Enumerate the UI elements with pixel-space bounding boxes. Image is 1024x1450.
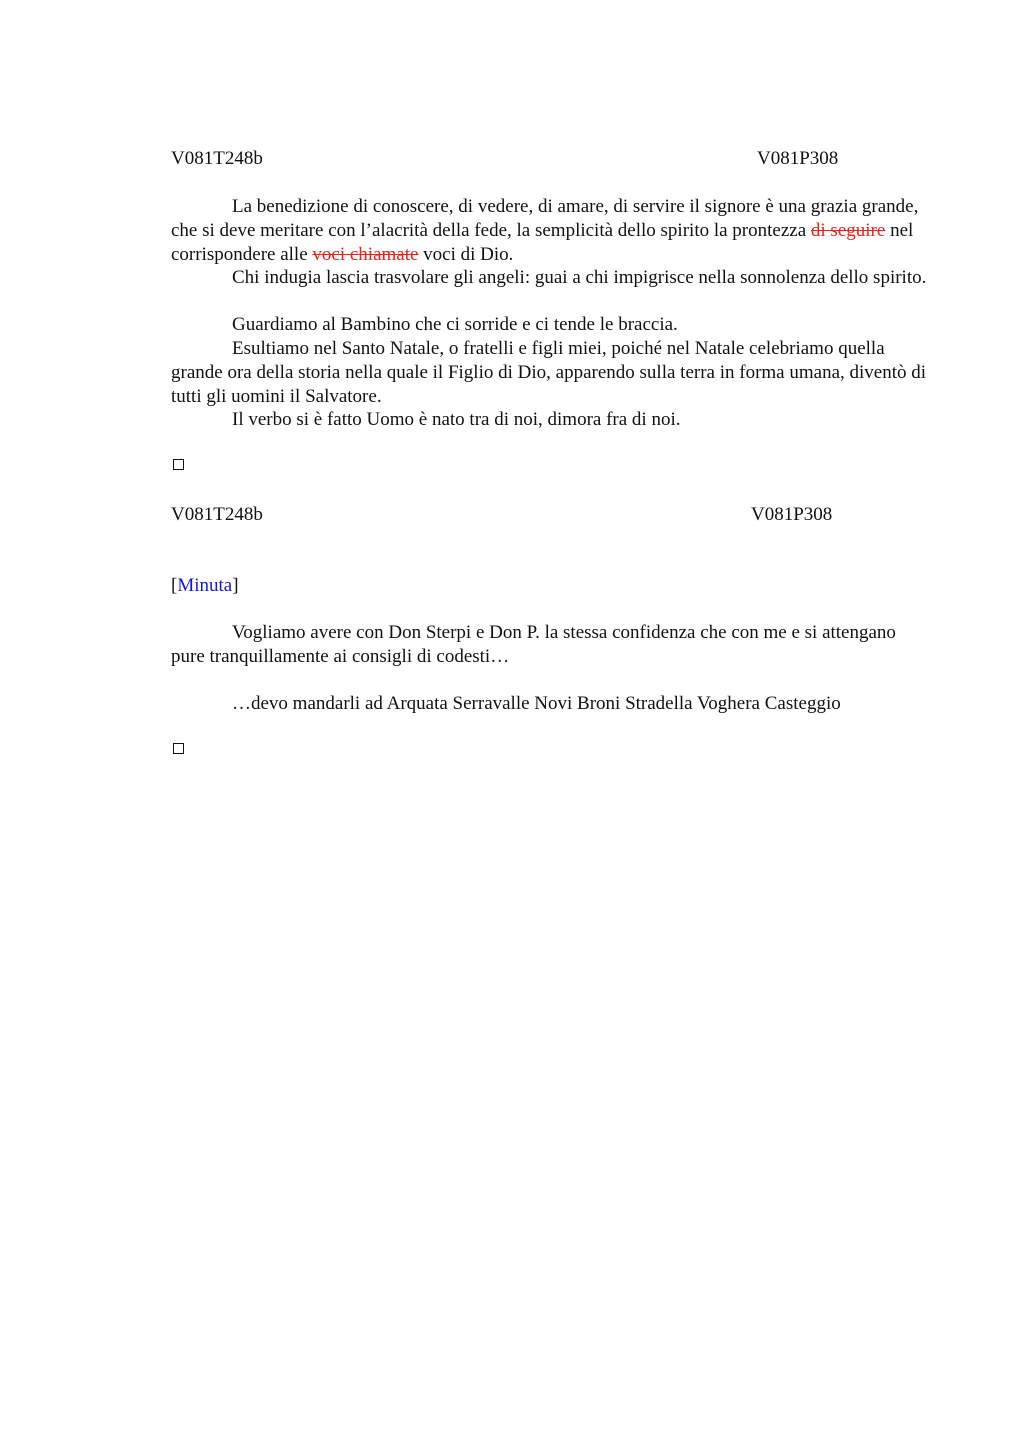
minuta-note [171, 574, 239, 598]
page-id-right-2: V081P308 [751, 504, 833, 525]
paragraph-natale: Esultiamo nel Santo Natale, o fratelli e figli miei, poiché nel Natale celebriamo quella grande ora della storia nella quale il Figlio di Dio, apparendo sulla terra in forma umana, diventò di tutti gli uomini il Salvatore. [171, 338, 927, 407]
paragraph-text: nel corrispondere alle [171, 220, 914, 265]
doc-id-left: V081T248b [171, 148, 263, 169]
bracket-open: [ [171, 575, 178, 596]
page-id-right: V081P308 [757, 148, 839, 169]
bracket-close: ] [232, 575, 239, 596]
paragraph-confidenza: Vogliamo avere con Don Sterpi e Don P. la stessa confidenza che con me e si attengano pure tranquillamente ai consigli di codesti… [171, 622, 896, 667]
paragraph-text: voci di Dio. [418, 244, 514, 265]
deleted-text: voci chiamate [312, 244, 419, 265]
paragraph-angels: Chi indugia lascia trasvolare gli angeli: guai a chi impigrisce nella sonnolenza dello spirito. [232, 267, 927, 288]
paragraph-destinations: …devo mandarli ad Arquata Serravalle Novi Broni Stradella Voghera Casteggio [232, 693, 841, 714]
paragraph-verbo: Il verbo si è fatto Uomo è nato tra di noi, dimora fra di noi. [232, 409, 681, 430]
minuta-link[interactable]: Minuta [177, 575, 233, 596]
end-of-text-mark [173, 459, 184, 470]
paragraph-bambino: Guardiamo al Bambino che ci sorride e ci tende le braccia. [232, 314, 678, 335]
end-of-text-mark-2 [173, 743, 184, 754]
paragraph-benediction [171, 195, 929, 267]
deleted-text: di seguire [810, 220, 886, 241]
doc-id-left-2: V081T248b [171, 504, 263, 525]
paragraph-text: La benedizione di conoscere, di vedere, di amare, di servire il signore è una grazia grande, che si deve meritare con l’alacrità della fede, la semplicità dello spirito la prontezza [171, 196, 919, 241]
